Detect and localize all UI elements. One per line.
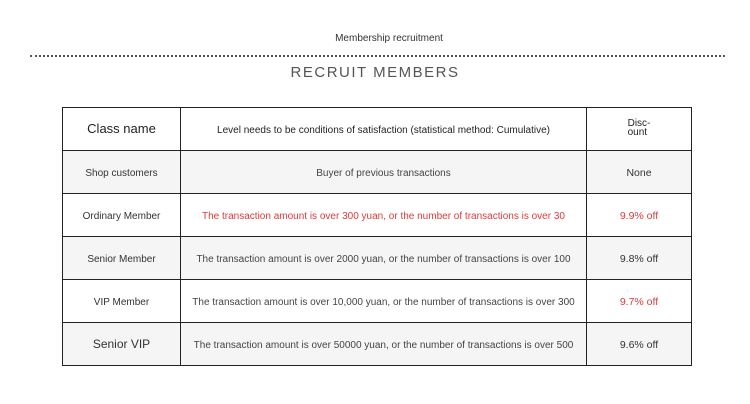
- condition-text: The transaction amount is over 10,000 yuan, or the number of transactions is over 300: [192, 297, 575, 308]
- discount-value: 9.9% off: [619, 210, 659, 222]
- header-condition-label: Level needs to be conditions of satisfaction (statistical method: Cumulative): [217, 125, 550, 136]
- dotted-divider: [30, 55, 725, 57]
- condition-cell: [181, 280, 587, 323]
- condition-cell: [181, 237, 587, 280]
- class-cell: [63, 151, 181, 194]
- class-name: Ordinary Member: [82, 211, 161, 222]
- discount-value: 9.8% off: [619, 253, 659, 265]
- header-discount-line2: ount: [627, 126, 648, 138]
- discount-value: 9.7% off: [619, 296, 659, 308]
- header-condition-cell: [181, 108, 587, 151]
- table-row: [63, 280, 692, 323]
- class-cell: [63, 194, 181, 237]
- discount-value: None: [626, 167, 652, 179]
- class-cell: [63, 323, 181, 366]
- header-discount-cell: [587, 108, 692, 151]
- discount-cell: [587, 151, 692, 194]
- membership-table: [62, 107, 692, 366]
- condition-cell: [181, 194, 587, 237]
- condition-cell: [181, 151, 587, 194]
- header-class-cell: [63, 108, 181, 151]
- discount-value: 9.6% off: [619, 339, 659, 351]
- table-row: [63, 323, 692, 366]
- header-discount-label: [628, 119, 651, 137]
- page-title: RECRUIT MEMBERS: [290, 64, 460, 81]
- condition-text: The transaction amount is over 300 yuan, or the number of transactions is over 30: [202, 211, 565, 222]
- class-name: Shop customers: [85, 168, 158, 179]
- class-cell: [63, 280, 181, 323]
- class-name: VIP Member: [93, 297, 150, 308]
- condition-text: The transaction amount is over 2000 yuan, or the number of transactions is over 100: [196, 254, 571, 265]
- condition-cell: [181, 323, 587, 366]
- header-discount-line1: Disc-: [627, 117, 651, 129]
- table-header-row: [63, 108, 692, 151]
- discount-cell: [587, 280, 692, 323]
- class-name: Senior Member: [87, 254, 156, 265]
- class-name: Senior VIP: [92, 337, 151, 351]
- table-row: [63, 237, 692, 280]
- condition-text: Buyer of previous transactions: [316, 168, 451, 179]
- page-subtitle: Membership recruitment: [335, 33, 443, 44]
- condition-text: The transaction amount is over 50000 yuan, or the number of transactions is over 500: [193, 340, 574, 351]
- table-row: [63, 194, 692, 237]
- class-cell: [63, 237, 181, 280]
- discount-cell: [587, 237, 692, 280]
- discount-cell: [587, 323, 692, 366]
- discount-cell: [587, 194, 692, 237]
- header-class-label: Class name: [87, 121, 156, 136]
- table-row: [63, 151, 692, 194]
